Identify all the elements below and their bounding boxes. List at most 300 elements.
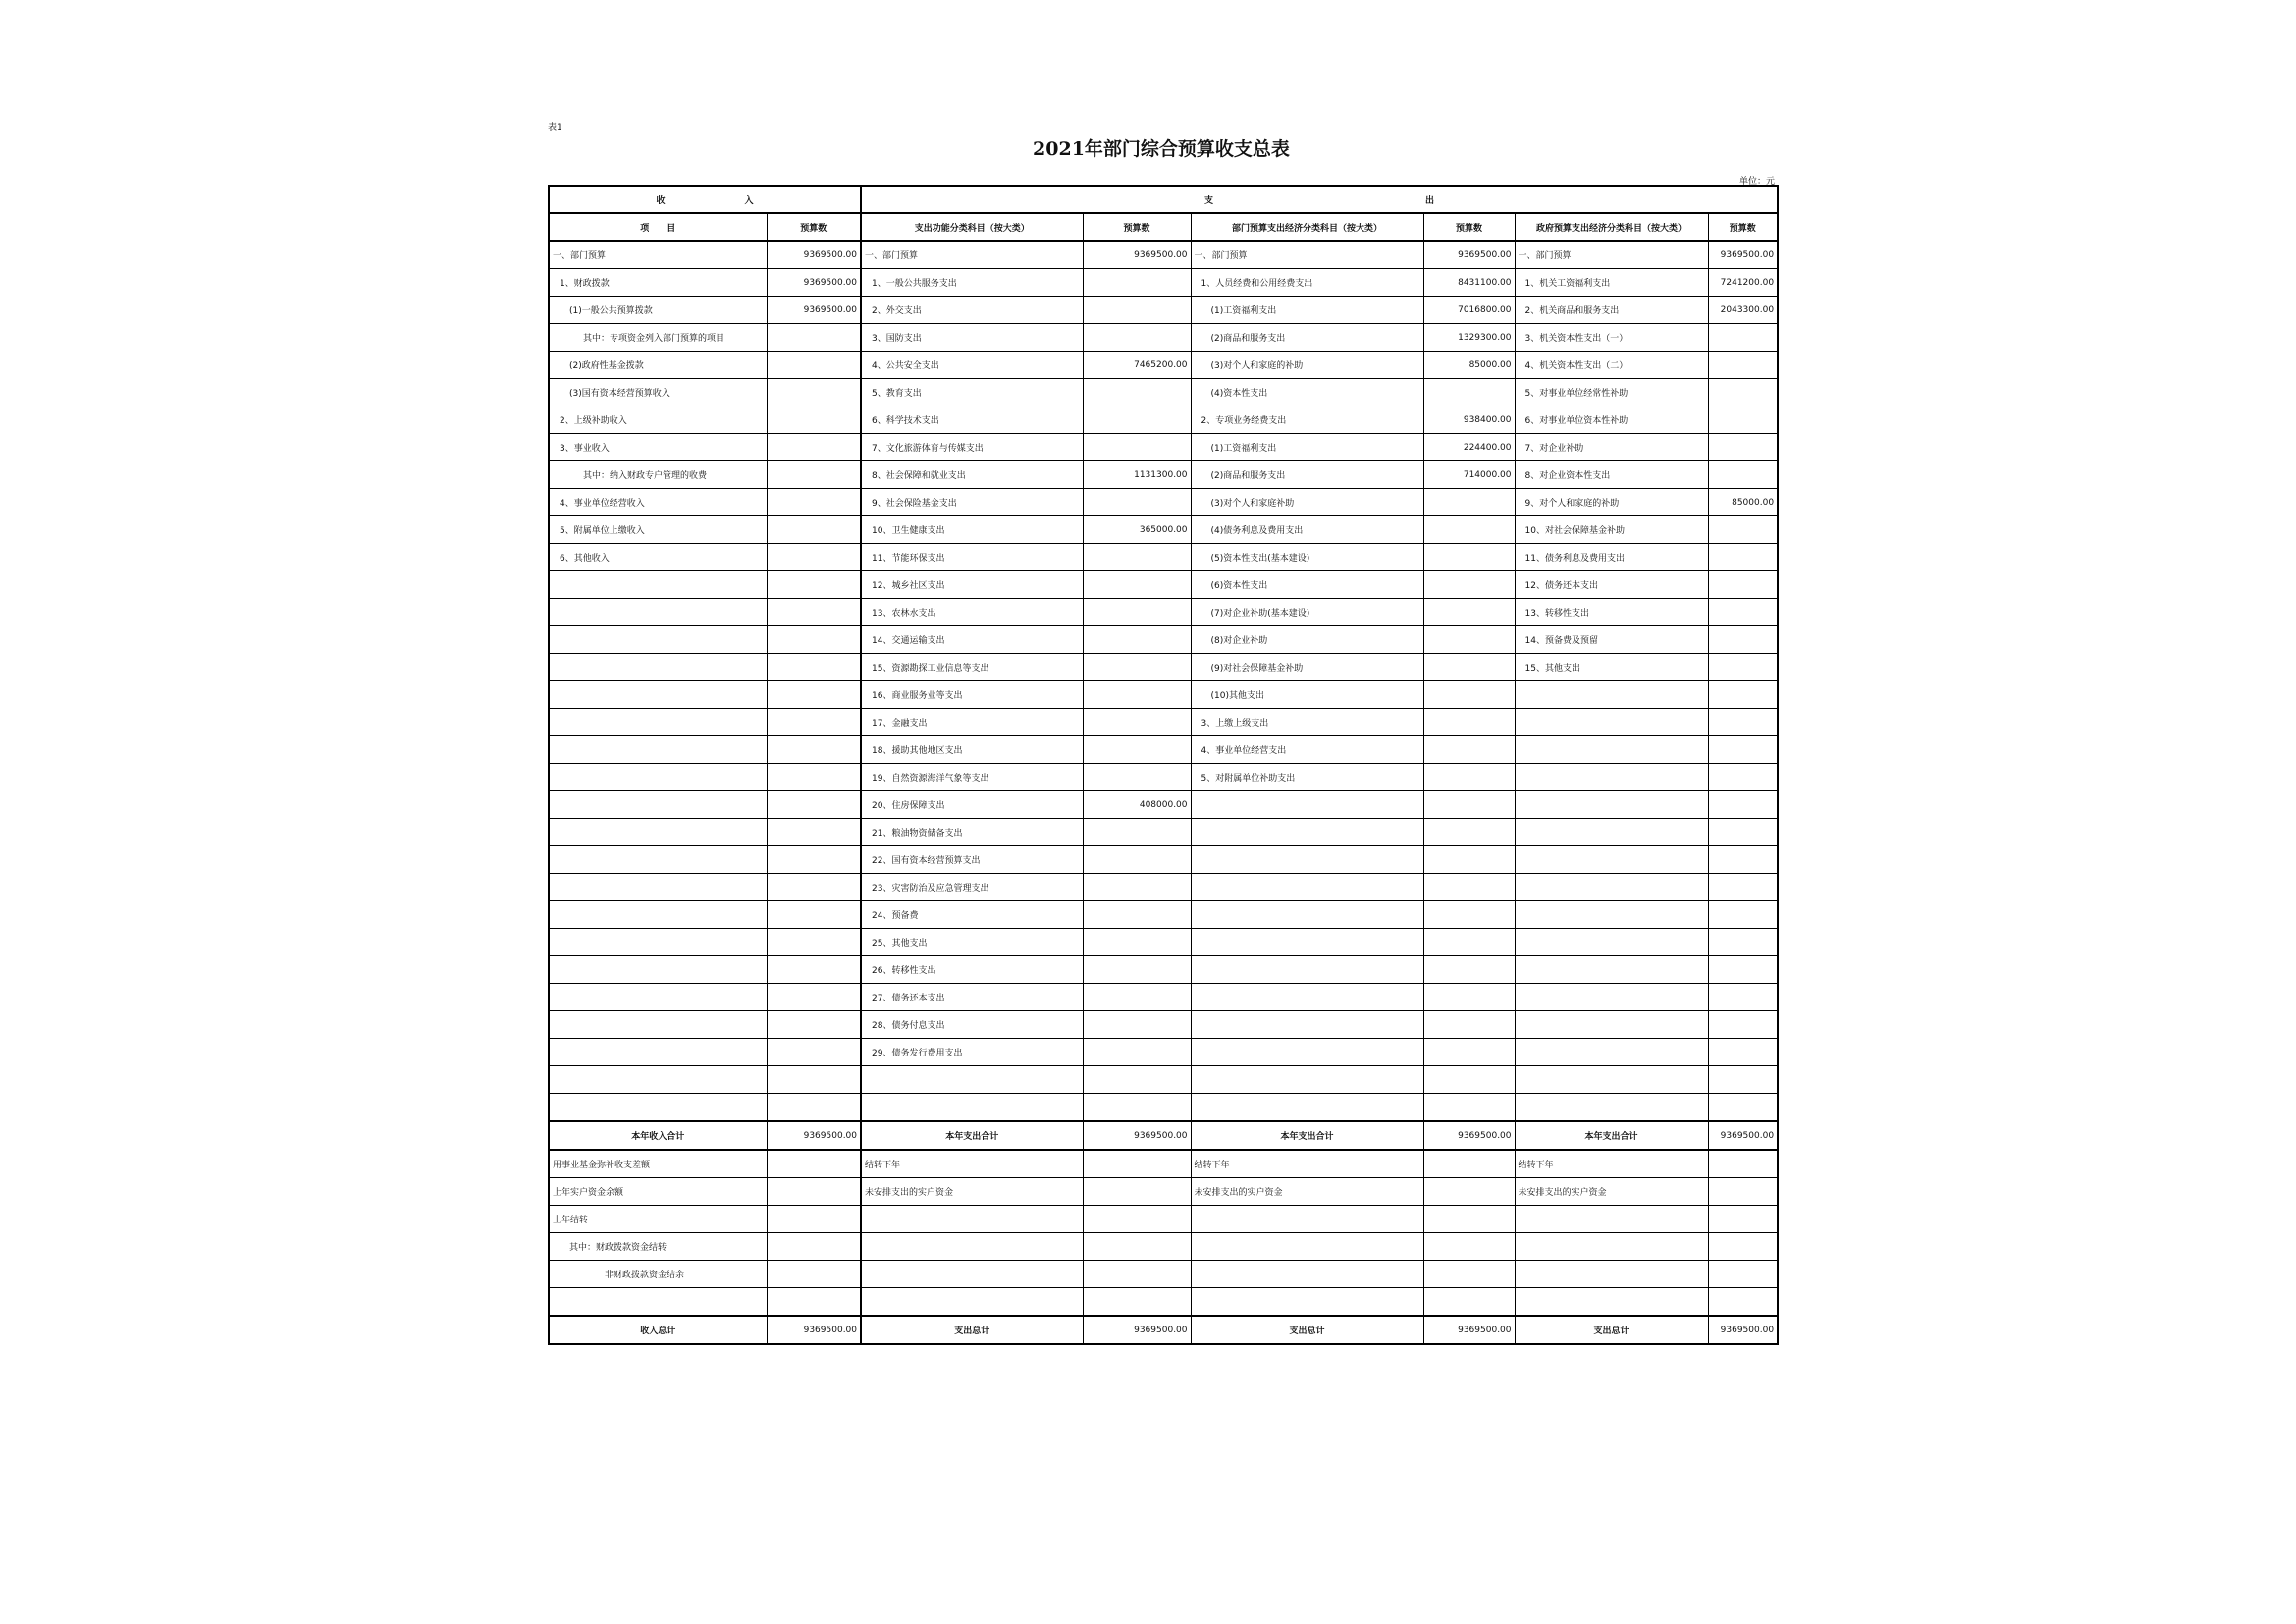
budget-table bbox=[548, 185, 1779, 1345]
income-amount bbox=[767, 1233, 861, 1261]
gov-amount bbox=[1708, 681, 1778, 709]
func-amount bbox=[1083, 1233, 1191, 1261]
gov-item bbox=[1515, 929, 1708, 956]
income-item bbox=[549, 956, 767, 984]
gov-amount: 7241200.00 bbox=[1708, 269, 1778, 297]
income-amount bbox=[767, 764, 861, 791]
table-row bbox=[549, 764, 1778, 791]
gov-item bbox=[1515, 681, 1708, 709]
func-item: 17、金融支出 bbox=[861, 709, 1083, 736]
table-row bbox=[549, 489, 1778, 516]
func-item: 16、商业服务业等支出 bbox=[861, 681, 1083, 709]
gov-amount bbox=[1708, 709, 1778, 736]
table-row bbox=[549, 956, 1778, 984]
econ-amount bbox=[1423, 956, 1515, 984]
income-amount bbox=[767, 984, 861, 1011]
income-item bbox=[549, 1011, 767, 1039]
econ-amount: 7016800.00 bbox=[1423, 297, 1515, 324]
econ-item bbox=[1191, 1094, 1423, 1122]
econ-amount bbox=[1423, 626, 1515, 654]
func-item: 23、灾害防治及应急管理支出 bbox=[861, 874, 1083, 901]
table-row bbox=[549, 406, 1778, 434]
econ-amount bbox=[1423, 846, 1515, 874]
income-amount: 9369500.00 bbox=[767, 241, 861, 269]
gov-amount: 2043300.00 bbox=[1708, 297, 1778, 324]
gov-item bbox=[1515, 956, 1708, 984]
income-item bbox=[549, 929, 767, 956]
func-item: 20、住房保障支出 bbox=[861, 791, 1083, 819]
income-item bbox=[549, 1039, 767, 1066]
table-row bbox=[549, 1094, 1778, 1122]
econ-item: (4)资本性支出 bbox=[1191, 379, 1423, 406]
econ-amount: 8431100.00 bbox=[1423, 269, 1515, 297]
econ-item bbox=[1191, 984, 1423, 1011]
econ-item bbox=[1191, 846, 1423, 874]
func-item: 5、教育支出 bbox=[861, 379, 1083, 406]
income-item: 6、其他收入 bbox=[549, 544, 767, 571]
func-amount: 9369500.00 bbox=[1083, 1316, 1191, 1344]
income-amount bbox=[767, 352, 861, 379]
func-item: 9、社会保险基金支出 bbox=[861, 489, 1083, 516]
func-item bbox=[861, 1066, 1083, 1094]
table-row bbox=[549, 269, 1778, 297]
income-amount bbox=[767, 681, 861, 709]
func-item: 结转下年 bbox=[861, 1150, 1083, 1178]
table-row bbox=[549, 846, 1778, 874]
income-item bbox=[549, 1288, 767, 1317]
gov-item bbox=[1515, 736, 1708, 764]
table-row bbox=[549, 1261, 1778, 1288]
econ-amount bbox=[1423, 1066, 1515, 1094]
func-item: 7、文化旅游体育与传媒支出 bbox=[861, 434, 1083, 461]
econ-amount: 224400.00 bbox=[1423, 434, 1515, 461]
income-amount: 9369500.00 bbox=[767, 297, 861, 324]
func-amount bbox=[1083, 654, 1191, 681]
econ-item: (4)债务利息及费用支出 bbox=[1191, 516, 1423, 544]
income-amount bbox=[767, 379, 861, 406]
income-item: 3、事业收入 bbox=[549, 434, 767, 461]
gov-amount bbox=[1708, 956, 1778, 984]
income-amount bbox=[767, 461, 861, 489]
func-amount bbox=[1083, 1039, 1191, 1066]
econ-item bbox=[1191, 1039, 1423, 1066]
econ-amount bbox=[1423, 654, 1515, 681]
econ-amount bbox=[1423, 1288, 1515, 1317]
gov-item: 未安排支出的实户资金 bbox=[1515, 1178, 1708, 1206]
econ-item: (5)资本性支出(基本建设) bbox=[1191, 544, 1423, 571]
column-header: 支出功能分类科目（按大类） bbox=[861, 213, 1083, 241]
econ-amount bbox=[1423, 791, 1515, 819]
income-item bbox=[549, 984, 767, 1011]
gov-amount bbox=[1708, 984, 1778, 1011]
econ-item bbox=[1191, 929, 1423, 956]
table-row bbox=[549, 654, 1778, 681]
gov-amount bbox=[1708, 1261, 1778, 1288]
econ-amount bbox=[1423, 1233, 1515, 1261]
func-item: 22、国有资本经营预算支出 bbox=[861, 846, 1083, 874]
gov-amount bbox=[1708, 819, 1778, 846]
econ-amount bbox=[1423, 709, 1515, 736]
econ-amount bbox=[1423, 1039, 1515, 1066]
func-item: 29、债务发行费用支出 bbox=[861, 1039, 1083, 1066]
income-amount bbox=[767, 846, 861, 874]
func-amount bbox=[1083, 1066, 1191, 1094]
gov-amount bbox=[1708, 1150, 1778, 1178]
income-item: 用事业基金弥补收支差额 bbox=[549, 1150, 767, 1178]
income-item bbox=[549, 736, 767, 764]
table-number: 表1 bbox=[548, 123, 562, 133]
econ-amount: 9369500.00 bbox=[1423, 1121, 1515, 1150]
income-amount bbox=[767, 1178, 861, 1206]
func-item: 未安排支出的实户资金 bbox=[861, 1178, 1083, 1206]
func-item bbox=[861, 1261, 1083, 1288]
income-item bbox=[549, 791, 767, 819]
income-amount bbox=[767, 654, 861, 681]
econ-item: 一、部门预算 bbox=[1191, 241, 1423, 269]
func-item: 10、卫生健康支出 bbox=[861, 516, 1083, 544]
income-amount: 9369500.00 bbox=[767, 1121, 861, 1150]
func-amount bbox=[1083, 324, 1191, 352]
gov-item bbox=[1515, 874, 1708, 901]
econ-item: (1)工资福利支出 bbox=[1191, 297, 1423, 324]
econ-item: 1、人员经费和公用经费支出 bbox=[1191, 269, 1423, 297]
econ-item bbox=[1191, 1011, 1423, 1039]
econ-amount bbox=[1423, 819, 1515, 846]
econ-amount: 85000.00 bbox=[1423, 352, 1515, 379]
func-item: 本年支出合计 bbox=[861, 1121, 1083, 1150]
func-amount bbox=[1083, 489, 1191, 516]
table-row bbox=[549, 1288, 1778, 1317]
gov-amount bbox=[1708, 1233, 1778, 1261]
func-amount bbox=[1083, 901, 1191, 929]
econ-item: 4、事业单位经营支出 bbox=[1191, 736, 1423, 764]
econ-item bbox=[1191, 791, 1423, 819]
econ-item: 支出总计 bbox=[1191, 1316, 1423, 1344]
econ-amount bbox=[1423, 1150, 1515, 1178]
column-header: 预算数 bbox=[1083, 213, 1191, 241]
grand-total-row bbox=[549, 1316, 1778, 1344]
gov-amount bbox=[1708, 791, 1778, 819]
page-title: 2021年部门综合预算收支总表 bbox=[1033, 138, 1290, 160]
func-amount bbox=[1083, 1206, 1191, 1233]
func-amount bbox=[1083, 1288, 1191, 1317]
func-amount bbox=[1083, 709, 1191, 736]
econ-item bbox=[1191, 874, 1423, 901]
income-item: (3)国有资本经营预算收入 bbox=[549, 379, 767, 406]
gov-amount bbox=[1708, 352, 1778, 379]
gov-amount bbox=[1708, 1066, 1778, 1094]
econ-item: 2、专项业务经费支出 bbox=[1191, 406, 1423, 434]
column-header: 预算数 bbox=[767, 213, 861, 241]
income-item: 上年结转 bbox=[549, 1206, 767, 1233]
table-row bbox=[549, 984, 1778, 1011]
func-item bbox=[861, 1288, 1083, 1317]
gov-amount bbox=[1708, 379, 1778, 406]
econ-item bbox=[1191, 1066, 1423, 1094]
func-amount bbox=[1083, 956, 1191, 984]
func-amount bbox=[1083, 764, 1191, 791]
income-item: 其中：财政拨款资金结转 bbox=[549, 1233, 767, 1261]
gov-amount bbox=[1708, 1039, 1778, 1066]
expense-header: 支 出 bbox=[861, 186, 1778, 213]
econ-item: (8)对企业补助 bbox=[1191, 626, 1423, 654]
table-row bbox=[549, 241, 1778, 269]
table-row bbox=[549, 544, 1778, 571]
func-amount: 9369500.00 bbox=[1083, 241, 1191, 269]
func-item: 支出总计 bbox=[861, 1316, 1083, 1344]
econ-item: 未安排支出的实户资金 bbox=[1191, 1178, 1423, 1206]
gov-item: 15、其他支出 bbox=[1515, 654, 1708, 681]
income-item: 一、部门预算 bbox=[549, 241, 767, 269]
econ-item: (2)商品和服务支出 bbox=[1191, 461, 1423, 489]
func-item: 一、部门预算 bbox=[861, 241, 1083, 269]
gov-amount bbox=[1708, 874, 1778, 901]
gov-amount bbox=[1708, 571, 1778, 599]
income-item: 其中：纳入财政专户管理的收费 bbox=[549, 461, 767, 489]
table-row bbox=[549, 297, 1778, 324]
table-row bbox=[549, 901, 1778, 929]
gov-item bbox=[1515, 1066, 1708, 1094]
econ-item: (3)对个人和家庭的补助 bbox=[1191, 352, 1423, 379]
econ-item: 本年支出合计 bbox=[1191, 1121, 1423, 1150]
econ-item bbox=[1191, 1288, 1423, 1317]
table-row bbox=[549, 791, 1778, 819]
econ-amount bbox=[1423, 736, 1515, 764]
table-row bbox=[549, 681, 1778, 709]
func-amount bbox=[1083, 681, 1191, 709]
income-item: (1)一般公共预算拨款 bbox=[549, 297, 767, 324]
econ-amount bbox=[1423, 379, 1515, 406]
gov-item bbox=[1515, 901, 1708, 929]
income-amount bbox=[767, 489, 861, 516]
gov-item: 结转下年 bbox=[1515, 1150, 1708, 1178]
table-row bbox=[549, 1066, 1778, 1094]
econ-item bbox=[1191, 901, 1423, 929]
income-item: 上年实户资金余额 bbox=[549, 1178, 767, 1206]
table-row bbox=[549, 819, 1778, 846]
gov-item bbox=[1515, 1206, 1708, 1233]
func-amount bbox=[1083, 544, 1191, 571]
income-amount bbox=[767, 874, 861, 901]
econ-amount bbox=[1423, 544, 1515, 571]
gov-item: 11、债务利息及费用支出 bbox=[1515, 544, 1708, 571]
econ-amount bbox=[1423, 1206, 1515, 1233]
table-row bbox=[549, 379, 1778, 406]
econ-item: (6)资本性支出 bbox=[1191, 571, 1423, 599]
income-amount: 9369500.00 bbox=[767, 1316, 861, 1344]
econ-amount bbox=[1423, 516, 1515, 544]
func-amount bbox=[1083, 1261, 1191, 1288]
func-item: 15、资源勘探工业信息等支出 bbox=[861, 654, 1083, 681]
func-amount bbox=[1083, 1178, 1191, 1206]
gov-amount bbox=[1708, 1094, 1778, 1122]
income-amount bbox=[767, 1039, 861, 1066]
func-item: 3、国防支出 bbox=[861, 324, 1083, 352]
column-header: 政府预算支出经济分类科目（按大类） bbox=[1515, 213, 1708, 241]
econ-item bbox=[1191, 819, 1423, 846]
econ-amount bbox=[1423, 901, 1515, 929]
income-item: 非财政拨款资金结余 bbox=[549, 1261, 767, 1288]
func-item: 1、一般公共服务支出 bbox=[861, 269, 1083, 297]
income-amount bbox=[767, 1011, 861, 1039]
gov-amount bbox=[1708, 406, 1778, 434]
econ-item: 3、上缴上级支出 bbox=[1191, 709, 1423, 736]
econ-item: (2)商品和服务支出 bbox=[1191, 324, 1423, 352]
func-item: 2、外交支出 bbox=[861, 297, 1083, 324]
table-row bbox=[549, 1206, 1778, 1233]
income-item bbox=[549, 681, 767, 709]
income-item bbox=[549, 709, 767, 736]
gov-amount bbox=[1708, 929, 1778, 956]
table-row bbox=[549, 874, 1778, 901]
gov-item: 3、机关资本性支出（一） bbox=[1515, 324, 1708, 352]
gov-item: 本年支出合计 bbox=[1515, 1121, 1708, 1150]
income-header: 收 入 bbox=[549, 186, 861, 213]
econ-item bbox=[1191, 956, 1423, 984]
table-row bbox=[549, 516, 1778, 544]
econ-amount: 714000.00 bbox=[1423, 461, 1515, 489]
func-amount bbox=[1083, 571, 1191, 599]
header-row-top bbox=[549, 186, 1778, 213]
func-item: 8、社会保障和就业支出 bbox=[861, 461, 1083, 489]
column-header: 项 目 bbox=[549, 213, 767, 241]
gov-item bbox=[1515, 1233, 1708, 1261]
func-item: 26、转移性支出 bbox=[861, 956, 1083, 984]
income-amount bbox=[767, 1066, 861, 1094]
income-item bbox=[549, 764, 767, 791]
func-item: 19、自然资源海洋气象等支出 bbox=[861, 764, 1083, 791]
table-row bbox=[549, 1178, 1778, 1206]
gov-amount bbox=[1708, 1178, 1778, 1206]
gov-amount bbox=[1708, 1206, 1778, 1233]
func-amount bbox=[1083, 819, 1191, 846]
table-row bbox=[549, 1233, 1778, 1261]
econ-amount: 1329300.00 bbox=[1423, 324, 1515, 352]
income-amount bbox=[767, 626, 861, 654]
gov-item: 4、机关资本性支出（二） bbox=[1515, 352, 1708, 379]
income-item bbox=[549, 1066, 767, 1094]
gov-item bbox=[1515, 709, 1708, 736]
gov-item bbox=[1515, 1261, 1708, 1288]
gov-amount bbox=[1708, 461, 1778, 489]
func-item: 4、公共安全支出 bbox=[861, 352, 1083, 379]
gov-amount bbox=[1708, 324, 1778, 352]
unit-label: 单位：元 bbox=[1738, 177, 1775, 187]
income-amount bbox=[767, 819, 861, 846]
gov-amount bbox=[1708, 434, 1778, 461]
income-amount bbox=[767, 599, 861, 626]
header-row-columns bbox=[549, 213, 1778, 241]
gov-item: 13、转移性支出 bbox=[1515, 599, 1708, 626]
gov-item: 8、对企业资本性支出 bbox=[1515, 461, 1708, 489]
func-item: 21、粮油物资储备支出 bbox=[861, 819, 1083, 846]
gov-amount: 85000.00 bbox=[1708, 489, 1778, 516]
func-item: 27、债务还本支出 bbox=[861, 984, 1083, 1011]
func-amount bbox=[1083, 626, 1191, 654]
func-amount: 365000.00 bbox=[1083, 516, 1191, 544]
econ-item bbox=[1191, 1206, 1423, 1233]
gov-item bbox=[1515, 846, 1708, 874]
econ-amount bbox=[1423, 1094, 1515, 1122]
func-item bbox=[861, 1206, 1083, 1233]
income-item: 本年收入合计 bbox=[549, 1121, 767, 1150]
gov-item: 6、对事业单位资本性补助 bbox=[1515, 406, 1708, 434]
econ-amount bbox=[1423, 681, 1515, 709]
table-row bbox=[549, 461, 1778, 489]
econ-amount bbox=[1423, 929, 1515, 956]
income-amount bbox=[767, 1288, 861, 1317]
gov-amount: 9369500.00 bbox=[1708, 1121, 1778, 1150]
func-item bbox=[861, 1094, 1083, 1122]
income-amount bbox=[767, 324, 861, 352]
func-amount: 1131300.00 bbox=[1083, 461, 1191, 489]
func-item: 18、援助其他地区支出 bbox=[861, 736, 1083, 764]
gov-item: 1、机关工资福利支出 bbox=[1515, 269, 1708, 297]
func-amount: 7465200.00 bbox=[1083, 352, 1191, 379]
table-row bbox=[549, 626, 1778, 654]
gov-amount bbox=[1708, 1011, 1778, 1039]
income-amount bbox=[767, 791, 861, 819]
econ-item bbox=[1191, 1233, 1423, 1261]
func-amount bbox=[1083, 736, 1191, 764]
column-header: 预算数 bbox=[1708, 213, 1778, 241]
income-item bbox=[549, 599, 767, 626]
gov-amount bbox=[1708, 654, 1778, 681]
income-amount bbox=[767, 929, 861, 956]
income-amount bbox=[767, 1261, 861, 1288]
func-amount bbox=[1083, 1011, 1191, 1039]
year-total-row bbox=[549, 1121, 1778, 1150]
func-item: 12、城乡社区支出 bbox=[861, 571, 1083, 599]
gov-amount: 9369500.00 bbox=[1708, 241, 1778, 269]
econ-item: (7)对企业补助(基本建设) bbox=[1191, 599, 1423, 626]
column-header: 预算数 bbox=[1423, 213, 1515, 241]
func-amount bbox=[1083, 379, 1191, 406]
table-row bbox=[549, 352, 1778, 379]
income-item: 4、事业单位经营收入 bbox=[549, 489, 767, 516]
income-item bbox=[549, 571, 767, 599]
func-amount bbox=[1083, 434, 1191, 461]
income-amount bbox=[767, 956, 861, 984]
gov-item bbox=[1515, 984, 1708, 1011]
econ-item bbox=[1191, 1261, 1423, 1288]
func-item bbox=[861, 1233, 1083, 1261]
gov-item: 一、部门预算 bbox=[1515, 241, 1708, 269]
econ-amount bbox=[1423, 1261, 1515, 1288]
econ-item: (1)工资福利支出 bbox=[1191, 434, 1423, 461]
income-item bbox=[549, 654, 767, 681]
func-item: 25、其他支出 bbox=[861, 929, 1083, 956]
income-item: 其中：专项资金列入部门预算的项目 bbox=[549, 324, 767, 352]
gov-amount bbox=[1708, 1288, 1778, 1317]
income-amount bbox=[767, 544, 861, 571]
gov-amount bbox=[1708, 599, 1778, 626]
func-item: 6、科学技术支出 bbox=[861, 406, 1083, 434]
gov-amount bbox=[1708, 901, 1778, 929]
table-row bbox=[549, 929, 1778, 956]
econ-amount bbox=[1423, 984, 1515, 1011]
income-amount bbox=[767, 406, 861, 434]
econ-amount bbox=[1423, 1178, 1515, 1206]
gov-item: 9、对个人和家庭的补助 bbox=[1515, 489, 1708, 516]
gov-item bbox=[1515, 1094, 1708, 1122]
income-amount: 9369500.00 bbox=[767, 269, 861, 297]
gov-amount bbox=[1708, 764, 1778, 791]
gov-amount bbox=[1708, 544, 1778, 571]
income-amount bbox=[767, 434, 861, 461]
income-amount bbox=[767, 516, 861, 544]
econ-amount bbox=[1423, 764, 1515, 791]
